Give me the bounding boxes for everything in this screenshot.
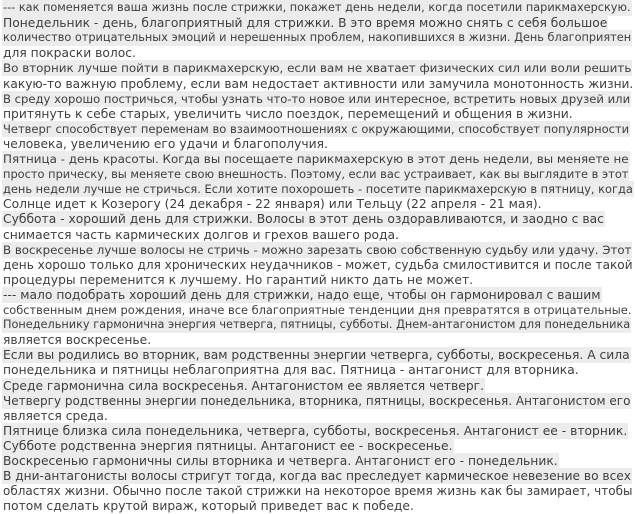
text-line: понедельника и пятницы неблагоприятна для вас. Пятница - антагонист для вторника. xyxy=(3,363,579,378)
text-line: Воскресенью гармоничны силы вторника и четверга. Антагонист его - понедельник. xyxy=(3,454,558,468)
text-line: потом сделать крутой вираж, который приведет вас к победе. xyxy=(3,499,414,514)
text-line: собственным днем рождения, иначе все благоприятные тенденции дня превратятся в отрицательные. xyxy=(3,303,632,317)
text-line: просто прическу, вы меняете свою внешность. Поэтому, если вас устраивает, как вы выглядите в этот xyxy=(3,167,629,182)
text-line: Четверг способствует переменам во взаимоотношениях с окружающими, способствует популярности xyxy=(3,121,630,136)
text-line: --- мало подобрать хороший день для стрижки, надо еще, чтобы он гармонировал с вашим xyxy=(3,287,601,302)
text-line: --- как поменяется ваша жизнь после стрижки, покажет день недели, когда посетили парикмахерскую. xyxy=(3,1,631,14)
text-line: В воскресенье лучше волосы не стричь - можно зарезать свою собственную судьбу или удачу. Этот xyxy=(3,242,632,257)
text-line: В дни-антагонисты волосы стригут тогда, когда вас преследует кармическое невезение во всех xyxy=(3,469,632,484)
text-line: Понедельнику гармонична энергия четверга, пятницы, субботы. Днем-антагонистом для понедельника xyxy=(3,318,631,332)
text-line: Пятница - день красоты. Когда вы посещаете парикмахерскую в этот день недели, вы меняете не xyxy=(3,152,629,166)
text-line: является среда. xyxy=(3,408,108,423)
text-line: для покраски волос. xyxy=(3,46,136,61)
text-line: областях жизни. Обычно после такой стрижки на некоторое время жизнь как бы замирает, чтобы xyxy=(3,484,633,499)
text-line: снимается часть кармических долгов и грехов вашего рода. xyxy=(3,227,399,242)
text-line: Четвергу родственны энергии понедельника, вторника, пятницы, воскресенья. Антагонистом его xyxy=(3,393,631,408)
text-line: день недели лучше не стричься. Если хотите похорошеть - посетите парикмахерскую в пятницу, когда xyxy=(3,182,633,197)
text-line: является воскресенье. xyxy=(3,333,152,348)
text-line: Субботе родственна энергия пятницы. Антагонист ее - воскресенье. xyxy=(3,438,453,453)
text-line: какую-то важную проблему, если вам недостает активности или замучила монотонность жизни. xyxy=(3,76,634,91)
text-line: Если вы родились во вторник, вам родственны энергии четверга, субботы, воскресенья. А сила xyxy=(3,348,630,363)
text-line: Солнце идет к Козерогу (24 декабря - 22 января) или Тельцу (22 апреля - 21 мая). xyxy=(3,197,542,212)
text-line: притянуть к себе старых, увеличить число поездок, перемещений и общения в жизни. xyxy=(3,106,573,121)
text-line: Суббота - хороший день для стрижки. Волосы в этот день оздоравливаются, и заодно с вас xyxy=(3,212,604,227)
text-line: В среду хорошо постричься, чтобы узнать что-то новое или интересное, встретить новых друзей или xyxy=(3,91,631,106)
text-line: Во вторник лучше пойти в парикмахерскую, если вам не хватает физических сил или воли решить xyxy=(3,61,632,76)
text-line: день хорошо только для хронических неудачников - может, судьба смилостивится и после такой xyxy=(3,257,633,272)
text-line: процедуры переменится к лучшему. Но гарантий никто дать не может. xyxy=(3,272,474,287)
text-line: человека, увеличению его удачи и благополучия. xyxy=(3,136,328,151)
text-line: Среде гармонична сила воскресенья. Антагонистом ее является четверг. xyxy=(3,378,485,393)
text-line: Пятнице близка сила понедельника, четверга, субботы, воскресенья. Антагонист ее - вторник. xyxy=(3,423,628,438)
text-line: количество отрицательных эмоций и нерешенных проблем, накопившихся в жизни. День благоприятен xyxy=(3,31,632,45)
text-line: Понедельник - день, благоприятный для стрижки. В это время можно снять с себя большое xyxy=(3,16,608,31)
